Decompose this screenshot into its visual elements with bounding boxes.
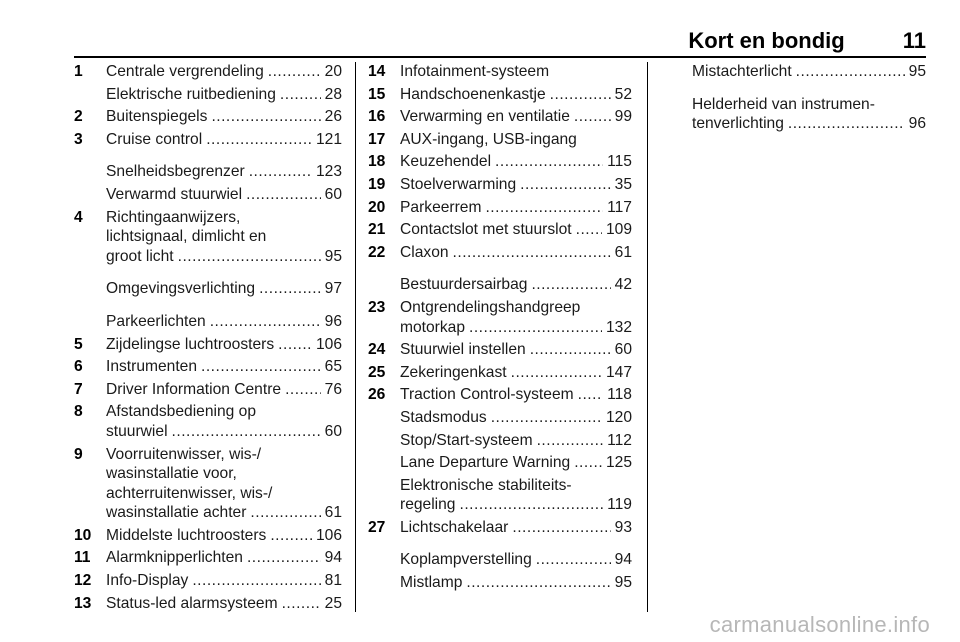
- item-number: 23: [368, 298, 386, 316]
- page-reference[interactable]: 60: [324, 422, 342, 440]
- dot-leader: [280, 85, 321, 105]
- dot-leader: [453, 243, 611, 263]
- page-reference[interactable]: 109: [605, 221, 632, 239]
- entry-label: Keuzehendel: [400, 153, 492, 171]
- entry-label: tenverlichting: [692, 115, 784, 133]
- index-entry[interactable]: [368, 385, 632, 405]
- index-entry[interactable]: [74, 594, 342, 614]
- page-reference[interactable]: 95: [614, 574, 632, 592]
- dot-leader: [574, 107, 611, 127]
- dot-leader: [491, 408, 602, 428]
- entry-text-line: Elektronische stabiliteits-: [400, 476, 572, 494]
- item-number: 21: [368, 221, 386, 239]
- dot-leader: [537, 431, 604, 451]
- item-number: 9: [74, 445, 83, 463]
- entry-label: Verwarming en ventilatie: [400, 108, 570, 126]
- dot-leader: [550, 85, 611, 105]
- page-reference[interactable]: 25: [324, 594, 342, 612]
- index-entry[interactable]: [368, 408, 632, 428]
- dot-leader: [495, 152, 603, 172]
- index-entry[interactable]: [74, 85, 342, 105]
- index-entry[interactable]: [368, 152, 632, 172]
- index-entry[interactable]: [368, 107, 632, 127]
- index-entry[interactable]: [368, 453, 632, 473]
- item-number: 24: [368, 341, 386, 359]
- item-number: 12: [74, 572, 92, 590]
- entry-label: motorkap: [400, 318, 466, 336]
- index-entry[interactable]: [74, 279, 342, 299]
- index-entry[interactable]: [74, 312, 342, 332]
- index-entry[interactable]: [74, 62, 342, 82]
- item-number: 20: [368, 198, 386, 216]
- index-entry[interactable]: [368, 431, 632, 451]
- entry-label: Koplampverstelling: [400, 551, 532, 569]
- entry-label: Middelste luchtroosters: [106, 526, 267, 544]
- index-entry[interactable]: [74, 445, 342, 523]
- index-column-2: [368, 62, 632, 593]
- entry-label: Zekeringenkast: [400, 363, 507, 381]
- entry-label: Zijdelingse luchtroosters: [106, 335, 275, 353]
- page-reference[interactable]: 95: [908, 63, 926, 80]
- page-reference[interactable]: 61: [614, 243, 632, 261]
- page-reference[interactable]: 106: [315, 526, 342, 544]
- item-number: 6: [74, 358, 83, 376]
- index-entry[interactable]: [368, 243, 632, 263]
- item-number: 7: [74, 380, 83, 398]
- entry-label: Snelheidsbegrenzer: [106, 163, 245, 181]
- entry-label: Driver Information Centre: [106, 380, 282, 398]
- index-entry[interactable]: [74, 130, 342, 150]
- dot-leader: [574, 453, 602, 473]
- entry-text-line: Afstandsbediening op: [106, 403, 256, 421]
- page-reference[interactable]: 96: [324, 312, 342, 330]
- index-entry[interactable]: [368, 130, 632, 150]
- index-entry[interactable]: [74, 335, 342, 355]
- dot-leader: [530, 340, 611, 360]
- item-number: 15: [368, 85, 386, 103]
- page-reference[interactable]: 97: [324, 280, 342, 298]
- page-reference[interactable]: 76: [324, 380, 342, 398]
- entry-label: Lichtschakelaar: [400, 518, 509, 536]
- entry-label: Stuurwiel instellen: [400, 341, 526, 359]
- item-number: 19: [368, 175, 386, 193]
- page-reference[interactable]: 52: [614, 85, 632, 103]
- entry-label: Centrale vergrendeling: [106, 63, 264, 80]
- dot-leader: [531, 275, 610, 295]
- index-entry[interactable]: [74, 571, 342, 591]
- header-rule: [74, 56, 926, 58]
- item-number: 4: [74, 208, 83, 226]
- index-entry[interactable]: [368, 298, 632, 337]
- index-entry[interactable]: [74, 402, 342, 441]
- index-entry[interactable]: [74, 548, 342, 568]
- dot-leader: [192, 571, 320, 591]
- entry-label: Mistachterlicht: [692, 63, 792, 80]
- entry-label: Stadsmodus: [400, 408, 487, 426]
- dot-leader: [511, 363, 602, 383]
- index-entry[interactable]: [368, 363, 632, 383]
- index-entry[interactable]: [74, 357, 342, 377]
- page-reference[interactable]: 94: [614, 551, 632, 569]
- dot-leader: [206, 130, 312, 150]
- index-entry[interactable]: [692, 62, 926, 82]
- page-reference[interactable]: 42: [614, 276, 632, 294]
- dot-leader: [211, 107, 320, 127]
- page-reference[interactable]: 26: [324, 108, 342, 126]
- index-entry[interactable]: [368, 175, 632, 195]
- index-entry[interactable]: [368, 476, 632, 515]
- page-reference[interactable]: 96: [908, 115, 926, 133]
- page-title: Kort en bondig: [688, 28, 845, 53]
- page-reference[interactable]: 112: [607, 431, 632, 449]
- index-entry[interactable]: [368, 62, 632, 82]
- page-header: [688, 28, 926, 54]
- dot-leader: [246, 185, 321, 205]
- page-reference[interactable]: 60: [324, 185, 342, 203]
- entry-label: Elektrische ruitbediening: [106, 85, 276, 103]
- item-number: 25: [368, 363, 386, 381]
- index-entry[interactable]: [74, 107, 342, 127]
- item-number: 27: [368, 518, 386, 536]
- dot-leader: [466, 573, 610, 593]
- entry-text-line: Ontgrendelingshandgreep: [400, 298, 581, 316]
- index-column-3: [692, 62, 926, 134]
- dot-leader: [578, 385, 604, 405]
- item-number: 5: [74, 335, 83, 353]
- column-divider: [647, 62, 648, 612]
- entry-text-line: wasinstallatie voor,: [106, 465, 237, 483]
- index-entry[interactable]: [368, 198, 632, 218]
- index-entry[interactable]: [74, 526, 342, 546]
- entry-label: Omgevingsverlichting: [106, 280, 256, 298]
- page-reference[interactable]: 147: [605, 363, 632, 381]
- dot-leader: [536, 550, 611, 570]
- item-number: 11: [74, 549, 91, 567]
- page-reference[interactable]: 35: [614, 175, 632, 193]
- page-reference[interactable]: 94: [324, 549, 342, 567]
- item-number: 13: [74, 594, 92, 612]
- page-reference[interactable]: 28: [324, 85, 342, 103]
- page-reference[interactable]: 120: [605, 408, 632, 426]
- entry-text-line: Helderheid van instrumen-: [692, 95, 875, 113]
- dot-leader: [259, 279, 321, 299]
- index-entry[interactable]: [368, 550, 632, 570]
- page-reference[interactable]: 117: [607, 198, 632, 216]
- item-number: 14: [368, 63, 386, 80]
- watermark-text: carmanualsonline.info: [709, 612, 930, 637]
- entry-label: Cruise control: [106, 130, 203, 148]
- dot-leader: [512, 518, 610, 538]
- dot-leader: [469, 318, 602, 338]
- index-entry[interactable]: [368, 518, 632, 538]
- page-reference[interactable]: 123: [315, 163, 342, 181]
- entry-label: Traction Control-systeem: [400, 386, 574, 404]
- dot-leader: [576, 220, 602, 240]
- entry-label: wasinstallatie achter: [106, 504, 247, 522]
- dot-leader: [270, 526, 312, 546]
- index-entry[interactable]: [368, 573, 632, 593]
- item-number: 1: [74, 63, 83, 80]
- page-reference[interactable]: 106: [315, 335, 342, 353]
- entry-text-line: lichtsignaal, dimlicht en: [106, 228, 267, 246]
- entry-label: Info-Display: [106, 572, 189, 590]
- index-entry[interactable]: [74, 380, 342, 400]
- item-number: 8: [74, 403, 83, 421]
- dot-leader: [178, 247, 321, 267]
- item-number: 2: [74, 108, 83, 126]
- item-number: 3: [74, 130, 83, 148]
- column-divider: [355, 62, 356, 612]
- item-number: 10: [74, 526, 92, 544]
- entry-label: Instrumenten: [106, 358, 198, 376]
- index-column-1: [74, 62, 342, 613]
- entry-label: AUX-ingang, USB-ingang: [400, 130, 577, 148]
- item-number: 17: [368, 130, 386, 148]
- dot-leader: [285, 380, 321, 400]
- index-entry[interactable]: [692, 95, 926, 134]
- entry-label: stuurwiel: [106, 422, 168, 440]
- dot-leader: [249, 162, 312, 182]
- page-reference[interactable]: 93: [614, 518, 632, 536]
- page-reference[interactable]: 125: [605, 454, 632, 472]
- index-entry[interactable]: [368, 340, 632, 360]
- dot-leader: [520, 175, 611, 195]
- entry-label: Bestuurdersairbag: [400, 276, 528, 294]
- dot-leader: [250, 503, 320, 523]
- page-reference[interactable]: 132: [605, 318, 632, 336]
- page-reference[interactable]: 81: [324, 572, 342, 590]
- entry-label: groot licht: [106, 247, 174, 265]
- page-reference[interactable]: 61: [324, 504, 342, 522]
- dot-leader: [201, 357, 321, 377]
- dot-leader: [278, 335, 312, 355]
- entry-label: Claxon: [400, 243, 449, 261]
- page-reference[interactable]: 99: [614, 108, 632, 126]
- dot-leader: [268, 62, 321, 82]
- index-entry[interactable]: [74, 162, 342, 182]
- item-number: 26: [368, 386, 386, 404]
- dot-leader: [459, 495, 603, 515]
- dot-leader: [247, 548, 321, 568]
- entry-label: Handschoenenkastje: [400, 85, 546, 103]
- entry-label: Verwarmd stuurwiel: [106, 185, 243, 203]
- page-reference[interactable]: 60: [614, 341, 632, 359]
- page-reference[interactable]: 95: [324, 247, 342, 265]
- entry-label: Parkeerrem: [400, 198, 482, 216]
- page-reference[interactable]: 119: [607, 496, 632, 514]
- entry-label: Lane Departure Warning: [400, 454, 571, 472]
- entry-label: regeling: [400, 496, 456, 514]
- entry-label: Mistlamp: [400, 574, 463, 592]
- entry-text-line: achterruitenwisser, wis-/: [106, 484, 273, 502]
- entry-label: Alarmknipperlichten: [106, 549, 243, 567]
- index-entry[interactable]: [368, 275, 632, 295]
- entry-text-line: Voorruitenwisser, wis-/: [106, 445, 262, 463]
- page-reference[interactable]: 121: [315, 130, 342, 148]
- entry-label: Buitenspiegels: [106, 108, 208, 126]
- entry-label: Stoelverwarming: [400, 175, 517, 193]
- item-number: 22: [368, 243, 386, 261]
- page-number: 11: [902, 28, 926, 53]
- page-reference[interactable]: 20: [324, 63, 342, 80]
- dot-leader: [788, 114, 905, 134]
- entry-label: Status-led alarmsysteem: [106, 594, 278, 612]
- index-entry[interactable]: [368, 220, 632, 240]
- dot-leader: [210, 312, 321, 332]
- index-entry[interactable]: [74, 185, 342, 205]
- index-entry[interactable]: [368, 85, 632, 105]
- dot-leader: [172, 422, 321, 442]
- entry-label: Parkeerlichten: [106, 312, 206, 330]
- dot-leader: [485, 198, 603, 218]
- page-reference[interactable]: 118: [607, 386, 632, 404]
- page-reference[interactable]: 115: [607, 153, 632, 171]
- index-entry[interactable]: [74, 208, 342, 267]
- entry-label: Contactslot met stuurslot: [400, 221, 572, 239]
- item-number: 18: [368, 153, 386, 171]
- page-reference[interactable]: 65: [324, 358, 342, 376]
- entry-label: Stop/Start-systeem: [400, 431, 533, 449]
- dot-leader: [282, 594, 321, 614]
- entry-text-line: Richtingaanwijzers,: [106, 208, 241, 226]
- dot-leader: [796, 62, 905, 82]
- item-number: 16: [368, 108, 386, 126]
- entry-label: Infotainment-systeem: [400, 63, 550, 80]
